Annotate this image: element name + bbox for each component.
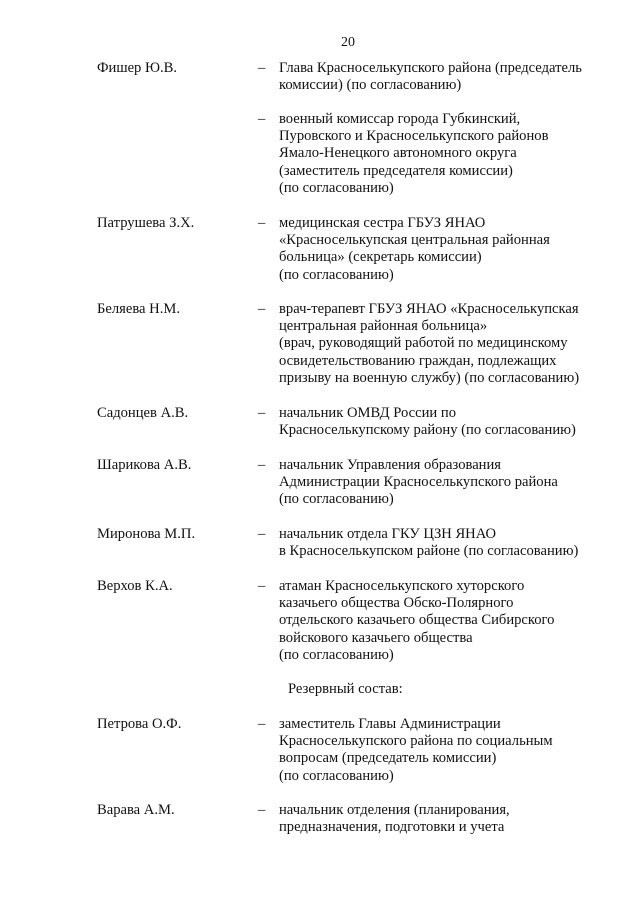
position-line: начальник отдела ГКУ ЦЗН ЯНАО (279, 526, 497, 542)
dash-separator: – (258, 301, 266, 317)
member-position (279, 716, 619, 785)
member-position (279, 111, 619, 197)
position-line: центральная районная больница» (279, 318, 488, 335)
position-line: казачьего общества Обско-Полярного (279, 595, 514, 612)
position-line: (заместитель председателя комиссии) (279, 162, 513, 179)
member-position (279, 60, 619, 94)
member-name: Шарикова А.В. (97, 457, 192, 473)
position-line: Красноселькупского района по социальным (279, 733, 553, 750)
reserve-heading: Резервный состав: (288, 681, 403, 697)
position-line: медицинская сестра ГБУЗ ЯНАО (279, 215, 486, 231)
member-name: Патрушева З.Х. (97, 215, 195, 231)
position-line: заместитель Главы Администрации (279, 716, 501, 732)
position-line: (по согласованию) (279, 179, 394, 196)
position-line: отдельского казачьего общества Сибирского (279, 612, 555, 629)
position-line: освидетельствованию граждан, подлежащих (279, 352, 557, 369)
member-name: Беляева Н.М. (97, 301, 180, 317)
member-name: Миронова М.П. (97, 526, 196, 542)
position-line: врач-терапевт ГБУЗ ЯНАО «Красноселькупская (279, 301, 579, 317)
member-position (279, 301, 619, 387)
position-line: призыву на военную службу) (по согласованию) (279, 369, 580, 386)
member-position (279, 526, 619, 560)
member-name: Петрова О.Ф. (97, 716, 182, 732)
position-line: больница» (секретарь комиссии) (279, 249, 482, 266)
position-line: начальник Управления образования (279, 457, 501, 473)
position-line: начальник ОМВД России по (279, 405, 456, 421)
dash-separator: – (258, 111, 266, 127)
dash-separator: – (258, 802, 266, 818)
member-position (279, 215, 619, 284)
member-name: Варава А.М. (97, 802, 175, 818)
member-name: Верхов К.А. (97, 578, 173, 594)
position-line: войскового казачьего общества (279, 629, 473, 646)
position-line: Ямало-Ненецкого автономного округа (279, 145, 517, 162)
position-line: Администрации Красноселькупского района (279, 474, 558, 491)
position-line: (врач, руководящий работой по медицинскому (279, 335, 568, 352)
position-line: предназначения, подготовки и учета (279, 819, 505, 836)
position-line: в Красноселькупском районе (по согласованию) (279, 543, 579, 560)
position-line: военный комиссар города Губкинский, (279, 111, 521, 127)
dash-separator: – (258, 60, 266, 76)
dash-separator: – (258, 578, 266, 594)
member-position (279, 405, 619, 439)
position-line: (по согласованию) (279, 491, 394, 508)
position-line: (по согласованию) (279, 266, 394, 283)
position-line: «Красноселькупская центральная районная (279, 232, 550, 249)
member-position (279, 457, 619, 509)
position-line: вопросам (председатель комиссии) (279, 750, 497, 767)
dash-separator: – (258, 526, 266, 542)
dash-separator: – (258, 716, 266, 732)
position-line: Пуровского и Красноселькупского районов (279, 128, 549, 145)
member-name: Фишер Ю.В. (97, 60, 178, 76)
position-line: начальник отделения (планирования, (279, 802, 510, 818)
position-line: Красноселькупскому району (по согласованию) (279, 422, 576, 439)
dash-separator: – (258, 457, 266, 473)
member-position (279, 802, 619, 836)
position-line: (по согласованию) (279, 767, 394, 784)
dash-separator: – (258, 215, 266, 231)
position-line: комиссии) (по согласованию) (279, 77, 462, 94)
dash-separator: – (258, 405, 266, 421)
member-name: Садонцев А.В. (97, 405, 189, 421)
position-line: Глава Красноселькупского района (председатель (279, 60, 582, 76)
member-position (279, 578, 619, 664)
position-line: (по согласованию) (279, 646, 394, 663)
page-number: 20 (341, 35, 355, 50)
position-line: атаман Красноселькупского хуторского (279, 578, 525, 594)
